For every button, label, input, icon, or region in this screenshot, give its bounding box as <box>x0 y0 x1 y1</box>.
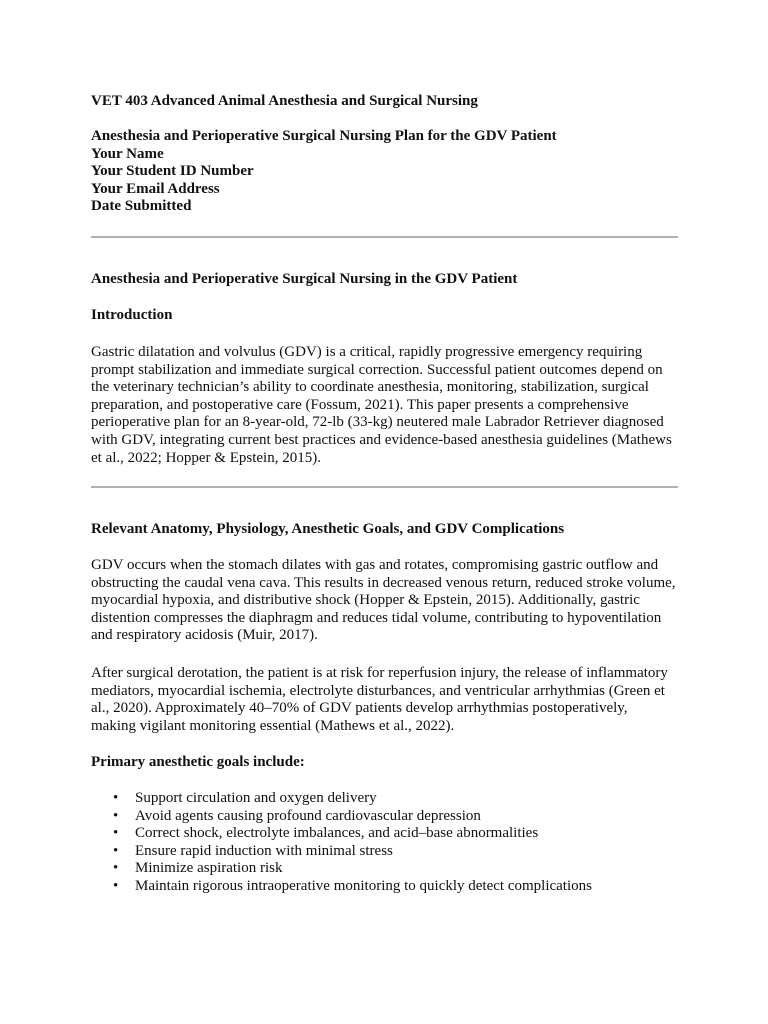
anatomy-heading: Relevant Anatomy, Physiology, Anesthetic Goals, and GDV Complications <box>91 521 565 537</box>
paragraph-line: making vigilant monitoring essential (Mathews et al., 2022). <box>91 717 455 734</box>
paragraph-line: mediators, myocardial ischemia, electrolyte disturbances, and ventricular arrhythmias (Green et <box>91 682 665 699</box>
paragraph-line: et al., 2022; Hopper & Epstein, 2015). <box>91 449 321 466</box>
goals-heading: Primary anesthetic goals include: <box>91 754 305 770</box>
paragraph-line: preparation, and postoperative care (Fossum, 2021). This paper presents a comprehensive <box>91 396 629 413</box>
list-item-text: Support circulation and oxygen delivery <box>135 790 377 806</box>
main-heading: Anesthesia and Perioperative Surgical Nursing in the GDV Patient <box>91 271 518 287</box>
list-item-text: Maintain rigorous intraoperative monitoring to quickly detect complications <box>135 877 592 894</box>
course-title: VET 403 Advanced Animal Anesthesia and Surgical Nursing <box>91 93 478 109</box>
paragraph-line: myocardial hypoxia, and distributive shock (Hopper & Epstein, 2015). Additionally, gastric <box>91 592 640 609</box>
list-item <box>91 860 592 878</box>
paragraph-line: Gastric dilatation and volvulus (GDV) is a critical, rapidly progressive emergency requiring <box>91 344 643 360</box>
list-item-text: Minimize aspiration risk <box>135 860 283 877</box>
bullet-icon: • <box>113 790 119 806</box>
list-item <box>91 808 592 826</box>
list-item-text: Correct shock, electrolyte imbalances, and acid–base abnormalities <box>135 825 539 842</box>
introduction-paragraph <box>91 344 681 467</box>
list-item <box>91 790 592 808</box>
author-name: Your Name <box>91 145 164 162</box>
anatomy-paragraph-1 <box>91 557 681 645</box>
list-item <box>91 843 592 861</box>
horizontal-divider <box>91 236 678 238</box>
title-block <box>91 128 557 216</box>
paragraph-line: with GDV, integrating current best practices and evidence-based anesthesia guidelines (Mathews <box>91 431 672 448</box>
paragraph-line: al., 2020). Approximately 40–70% of GDV patients develop arrhythmias postoperatively, <box>91 700 628 717</box>
list-item-text: Avoid agents causing profound cardiovascular depression <box>135 807 481 824</box>
paragraph-line: After surgical derotation, the patient is at risk for reperfusion injury, the release of inflammatory <box>91 665 668 681</box>
student-id: Your Student ID Number <box>91 163 254 180</box>
bullet-icon: • <box>113 807 119 824</box>
list-item-text: Ensure rapid induction with minimal stress <box>135 842 393 859</box>
bullet-icon: • <box>113 825 119 842</box>
paragraph-line: and respiratory acidosis (Muir, 2017). <box>91 627 318 644</box>
paragraph-line: perioperative plan for an 8-year-old, 72-lb (33-kg) neutered male Labrador Retriever diagnosed <box>91 414 664 431</box>
horizontal-divider <box>91 486 678 488</box>
bullet-icon: • <box>113 842 119 859</box>
paragraph-line: GDV occurs when the stomach dilates with gas and rotates, compromising gastric outflow and <box>91 557 659 573</box>
bullet-icon: • <box>113 860 119 877</box>
list-item <box>91 825 592 843</box>
goals-list <box>91 790 592 896</box>
paragraph-line: prompt stabilization and immediate surgical correction. Successful patient outcomes depend on <box>91 361 663 378</box>
paragraph-line: the veterinary technician’s ability to coordinate anesthesia, monitoring, stabilization, surgical <box>91 379 649 396</box>
email-address: Your Email Address <box>91 180 220 197</box>
introduction-heading: Introduction <box>91 307 173 323</box>
date-submitted: Date Submitted <box>91 198 192 215</box>
bullet-icon: • <box>113 877 119 894</box>
paragraph-line: obstructing the caudal vena cava. This results in decreased venous return, reduced stroke volume, <box>91 574 676 591</box>
paragraph-line: distention compresses the diaphragm and reduces tidal volume, contributing to hypoventilation <box>91 609 662 626</box>
anatomy-paragraph-2 <box>91 665 681 735</box>
paper-title: Anesthesia and Perioperative Surgical Nursing Plan for the GDV Patient <box>91 128 557 144</box>
list-item <box>91 878 592 896</box>
